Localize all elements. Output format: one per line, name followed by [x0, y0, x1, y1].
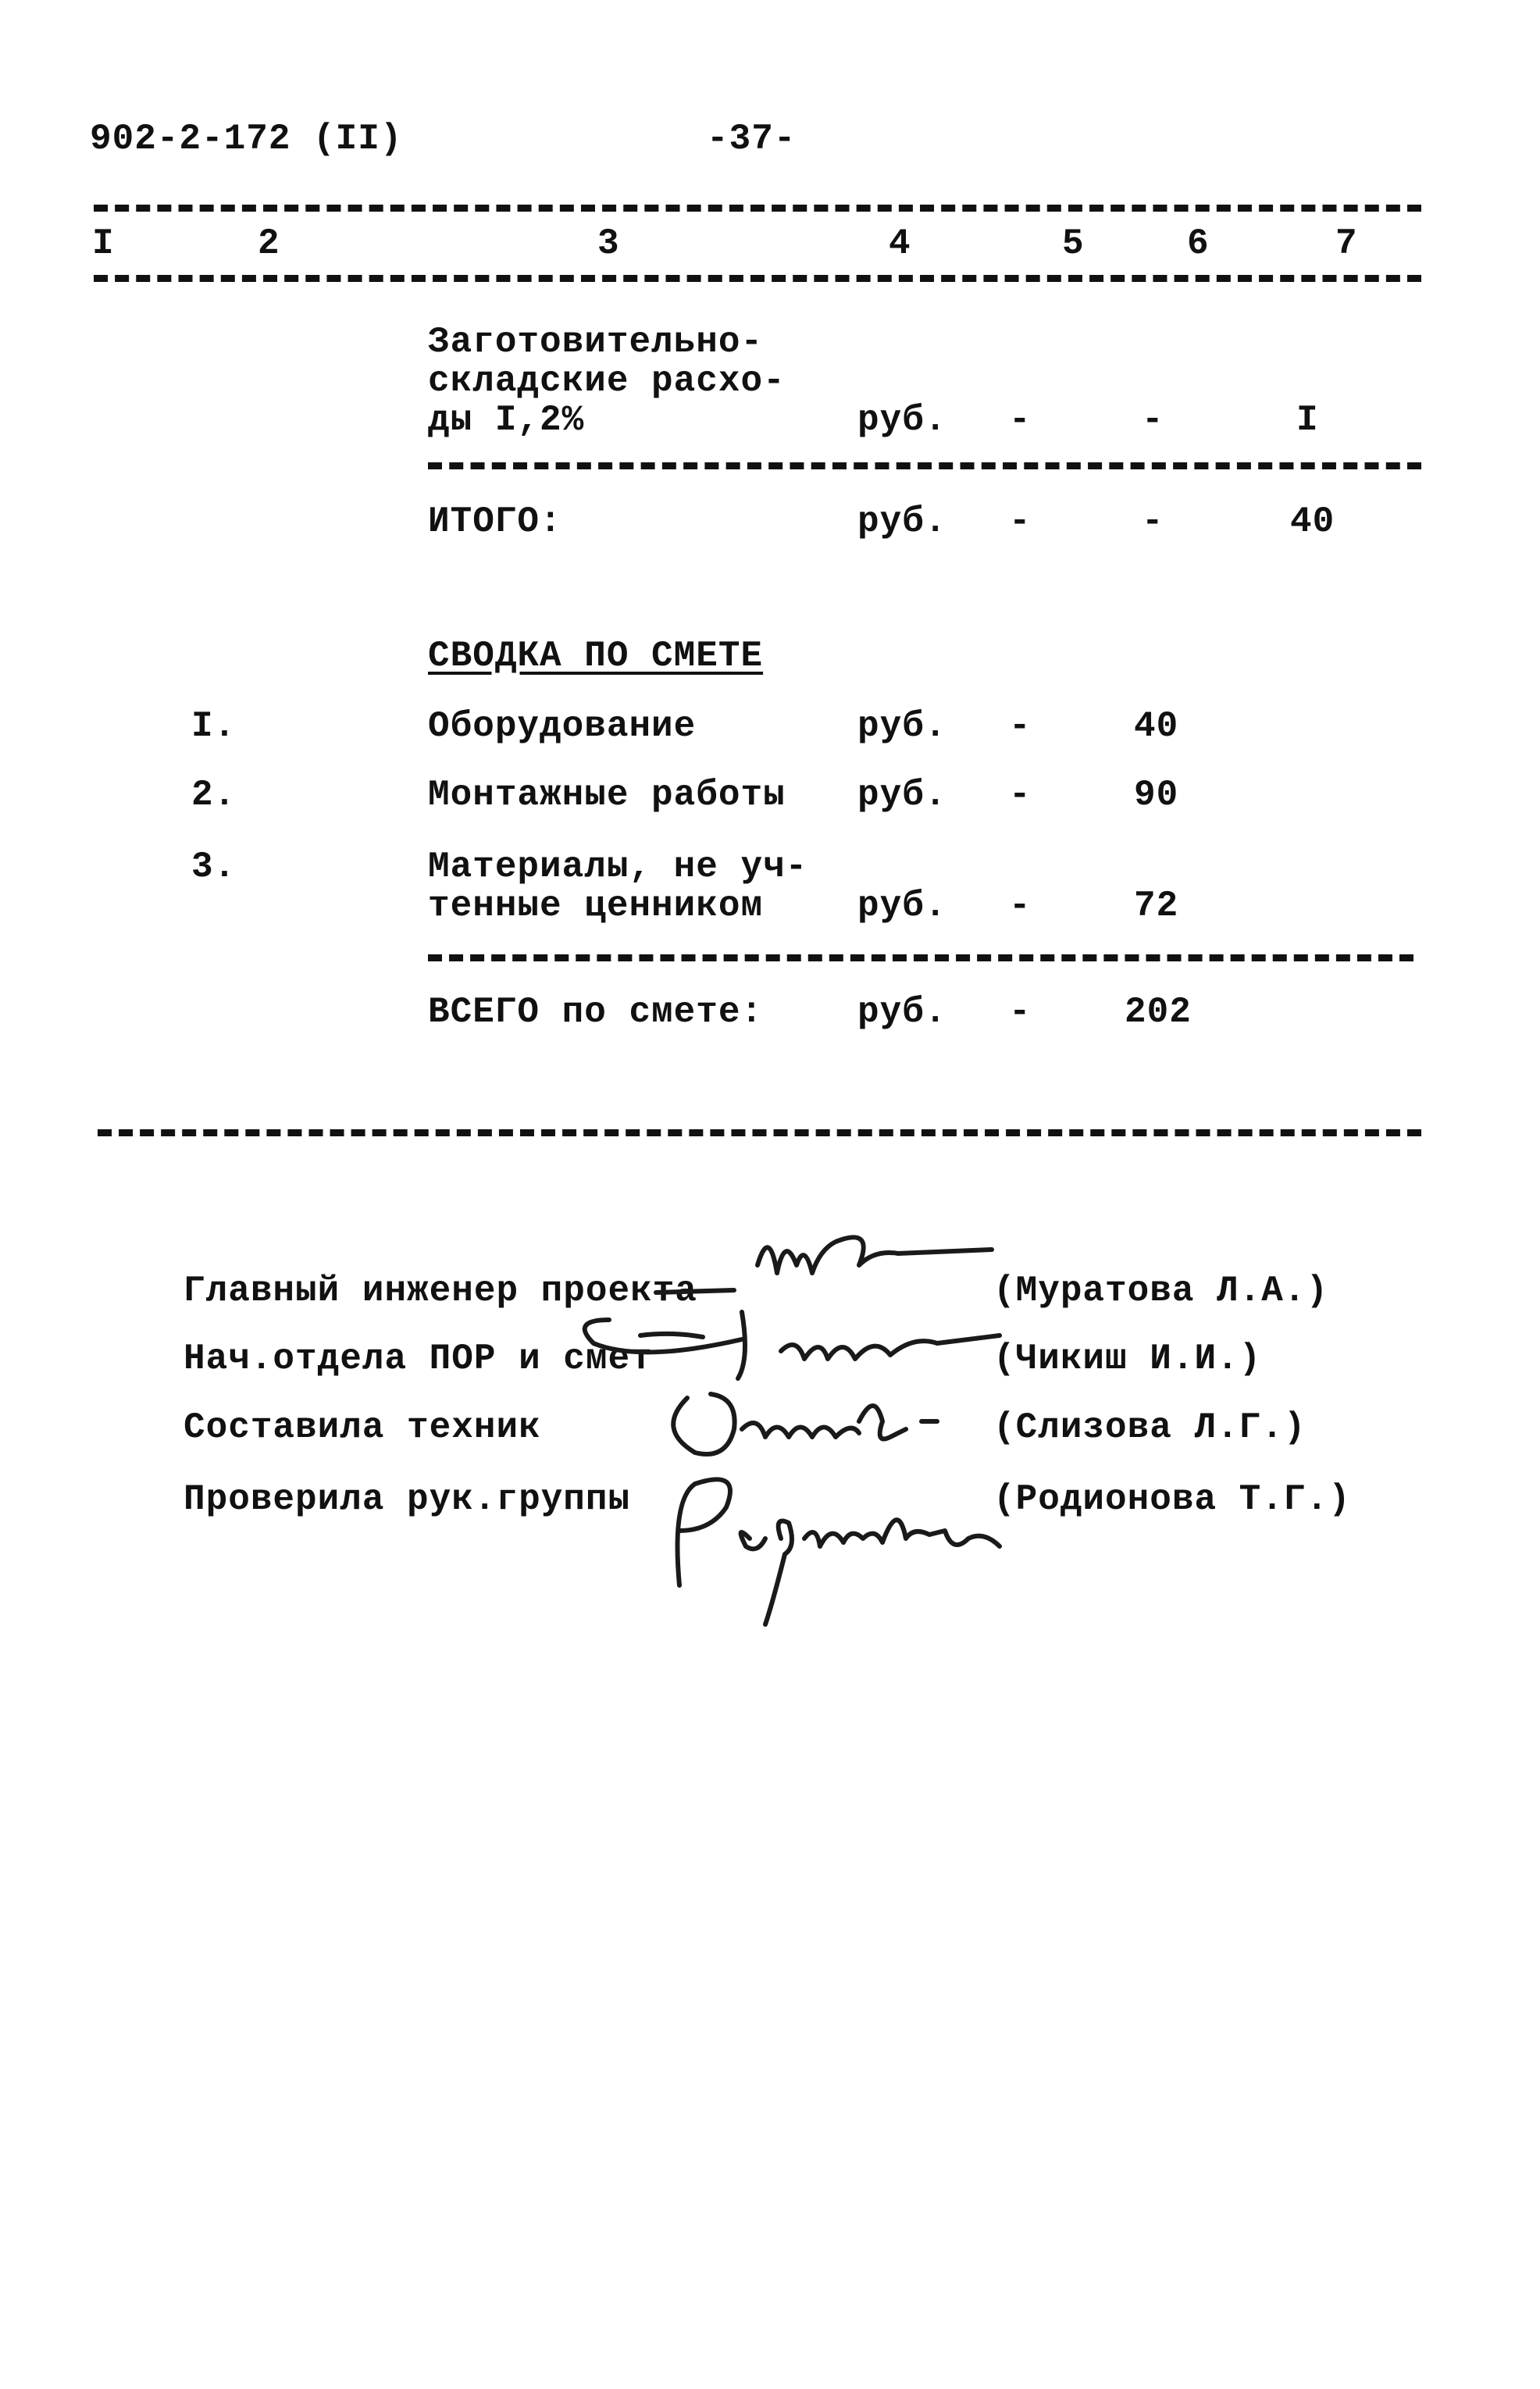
- signature-name: (Родионова Т.Г.): [993, 1479, 1351, 1520]
- item-col5: -: [1009, 886, 1032, 926]
- column-header-3: 3: [597, 223, 620, 264]
- row-col5: -: [1009, 501, 1032, 542]
- column-header-2: 2: [258, 223, 280, 264]
- item-number: 3.: [191, 847, 237, 887]
- signature-name: (Слизова Л.Г.): [993, 1407, 1307, 1448]
- summary-separator: [428, 954, 1413, 961]
- total-unit: руб.: [857, 992, 947, 1032]
- signature-name: (Муратова Л.А.): [993, 1271, 1329, 1311]
- item-unit: руб.: [857, 706, 947, 747]
- column-header-5: 5: [1062, 223, 1085, 264]
- column-header-6: 6: [1187, 223, 1210, 264]
- handwritten-signature-4: [648, 1453, 1023, 1632]
- item-name-line: Оборудование: [428, 706, 697, 747]
- row-name-line: ды I,2%: [428, 400, 585, 440]
- item-number: 2.: [191, 775, 237, 815]
- item-unit: руб.: [857, 886, 947, 926]
- item-name-line: тенные ценником: [428, 886, 764, 926]
- signature-role: Проверила рук.группы: [184, 1479, 631, 1520]
- item-col5: -: [1009, 775, 1032, 815]
- item-col6: 72: [1134, 886, 1179, 926]
- row-unit: руб.: [857, 400, 947, 440]
- signature-role: Нач.отдела ПОР и смет: [184, 1339, 653, 1379]
- total-label: ВСЕГО по смете:: [428, 992, 764, 1032]
- row-col5: -: [1009, 400, 1032, 440]
- row-unit: руб.: [857, 501, 947, 542]
- item-name-line: Монтажные работы: [428, 775, 786, 815]
- row-col6: -: [1142, 400, 1164, 440]
- table-header-rule-bottom: [94, 275, 1421, 282]
- page-number: -37-: [707, 119, 797, 159]
- row-name-line: Заготовительно-: [428, 322, 764, 362]
- item-col5: -: [1009, 706, 1032, 747]
- item-col6: 90: [1134, 775, 1179, 815]
- item-col6: 40: [1134, 706, 1179, 747]
- row-name-line: складские расхо-: [428, 361, 786, 401]
- table-header-rule-top: [94, 205, 1421, 212]
- total-col6: 202: [1125, 992, 1192, 1032]
- row-separator: [428, 462, 1421, 469]
- item-name-line: Материалы, не уч-: [428, 847, 808, 887]
- total-col5: -: [1009, 992, 1032, 1032]
- item-unit: руб.: [857, 775, 947, 815]
- signature-role: Главный инженер проекта: [184, 1271, 697, 1311]
- document-code: 902-2-172 (II): [90, 119, 403, 159]
- column-header-4: 4: [889, 223, 911, 264]
- summary-title: СВОДКА ПО СМЕТЕ: [428, 636, 764, 676]
- item-number: I.: [191, 706, 237, 747]
- row-name-line: ИТОГО:: [428, 501, 562, 542]
- section-end-rule: [98, 1129, 1421, 1136]
- signature-role: Составила техник: [184, 1407, 541, 1448]
- row-col7: I: [1296, 400, 1319, 440]
- signature-name: (Чикиш И.И.): [993, 1339, 1262, 1379]
- row-col7: 40: [1290, 501, 1335, 542]
- column-header-1: I: [92, 223, 115, 264]
- row-col6: -: [1142, 501, 1164, 542]
- column-header-7: 7: [1335, 223, 1358, 264]
